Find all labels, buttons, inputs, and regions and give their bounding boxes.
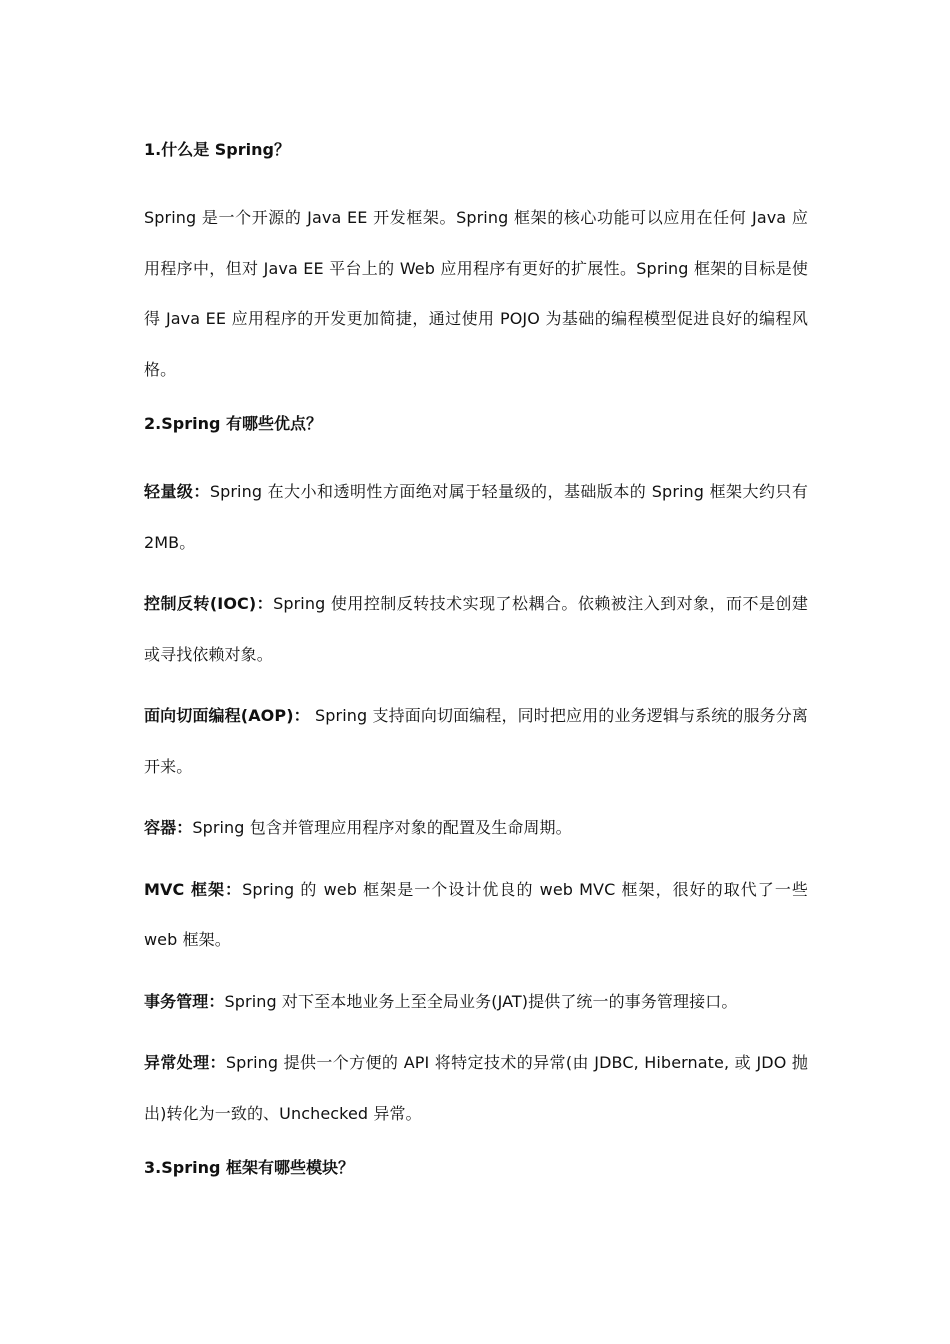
advantage-text: Spring 支持面向切面编程，同时把应用的业务逻辑与系统的服务分离开来。: [144, 706, 808, 776]
advantage-exception: [144, 1038, 808, 1139]
advantage-term: 事务管理：: [144, 991, 225, 1011]
question-1-answer: Spring 是一个开源的 Java EE 开发框架。Spring 框架的核心功能可以应用在任何 Java 应用程序中，但对 Java EE 平台上的 Web 应用程序有更好的扩展性。Spring 框架的目标是使得 Java EE 应用程序的开发更加简捷，通过使用 POJO 为基础的编程模型促进良好的编程风格。: [144, 208, 808, 379]
document-page: [144, 132, 808, 1186]
question-1-heading: 1.什么是 Spring？: [144, 140, 290, 159]
question-3-heading: 3.Spring 框架有哪些模块？: [144, 1158, 354, 1177]
advantage-ioc: [144, 579, 808, 680]
advantage-transaction: [144, 977, 808, 1028]
advantage-lightweight: [144, 467, 808, 568]
advantage-text: Spring 的 web 框架是一个设计优良的 web MVC 框架，很好的取代了一些 web 框架。: [144, 879, 808, 949]
advantage-text: Spring 使用控制反转技术实现了松耦合。依赖被注入到对象，而不是创建或寻找依赖对象。: [144, 594, 808, 664]
advantage-term: 容器：: [144, 818, 193, 837]
advantage-term: 面向切面编程(AOP)：: [144, 706, 310, 725]
question-2-heading: 2.Spring 有哪些优点？: [144, 414, 322, 433]
advantage-container: [144, 803, 808, 854]
advantage-text: Spring 在大小和透明性方面绝对属于轻量级的，基础版本的 Spring 框架大约只有 2MB。: [144, 482, 808, 552]
advantage-text: Spring 提供一个方便的 API 将特定技术的异常(由 JDBC, Hibernate, 或 JDO 抛出)转化为一致的、Unchecked 异常。: [144, 1053, 808, 1123]
advantage-term: 轻量级：: [144, 482, 210, 501]
advantage-text: Spring 包含并管理应用程序对象的配置及生命周期。: [192, 818, 572, 837]
advantage-term: 异常处理：: [144, 1053, 226, 1072]
advantage-mvc: [144, 865, 808, 966]
advantage-aop: [144, 691, 808, 792]
advantage-term: 控制反转(IOC)：: [144, 594, 274, 613]
advantage-text: Spring 对下至本地业务上至全局业务(JAT)提供了统一的事务管理接口。: [224, 991, 738, 1011]
advantage-term: MVC 框架：: [144, 879, 243, 899]
